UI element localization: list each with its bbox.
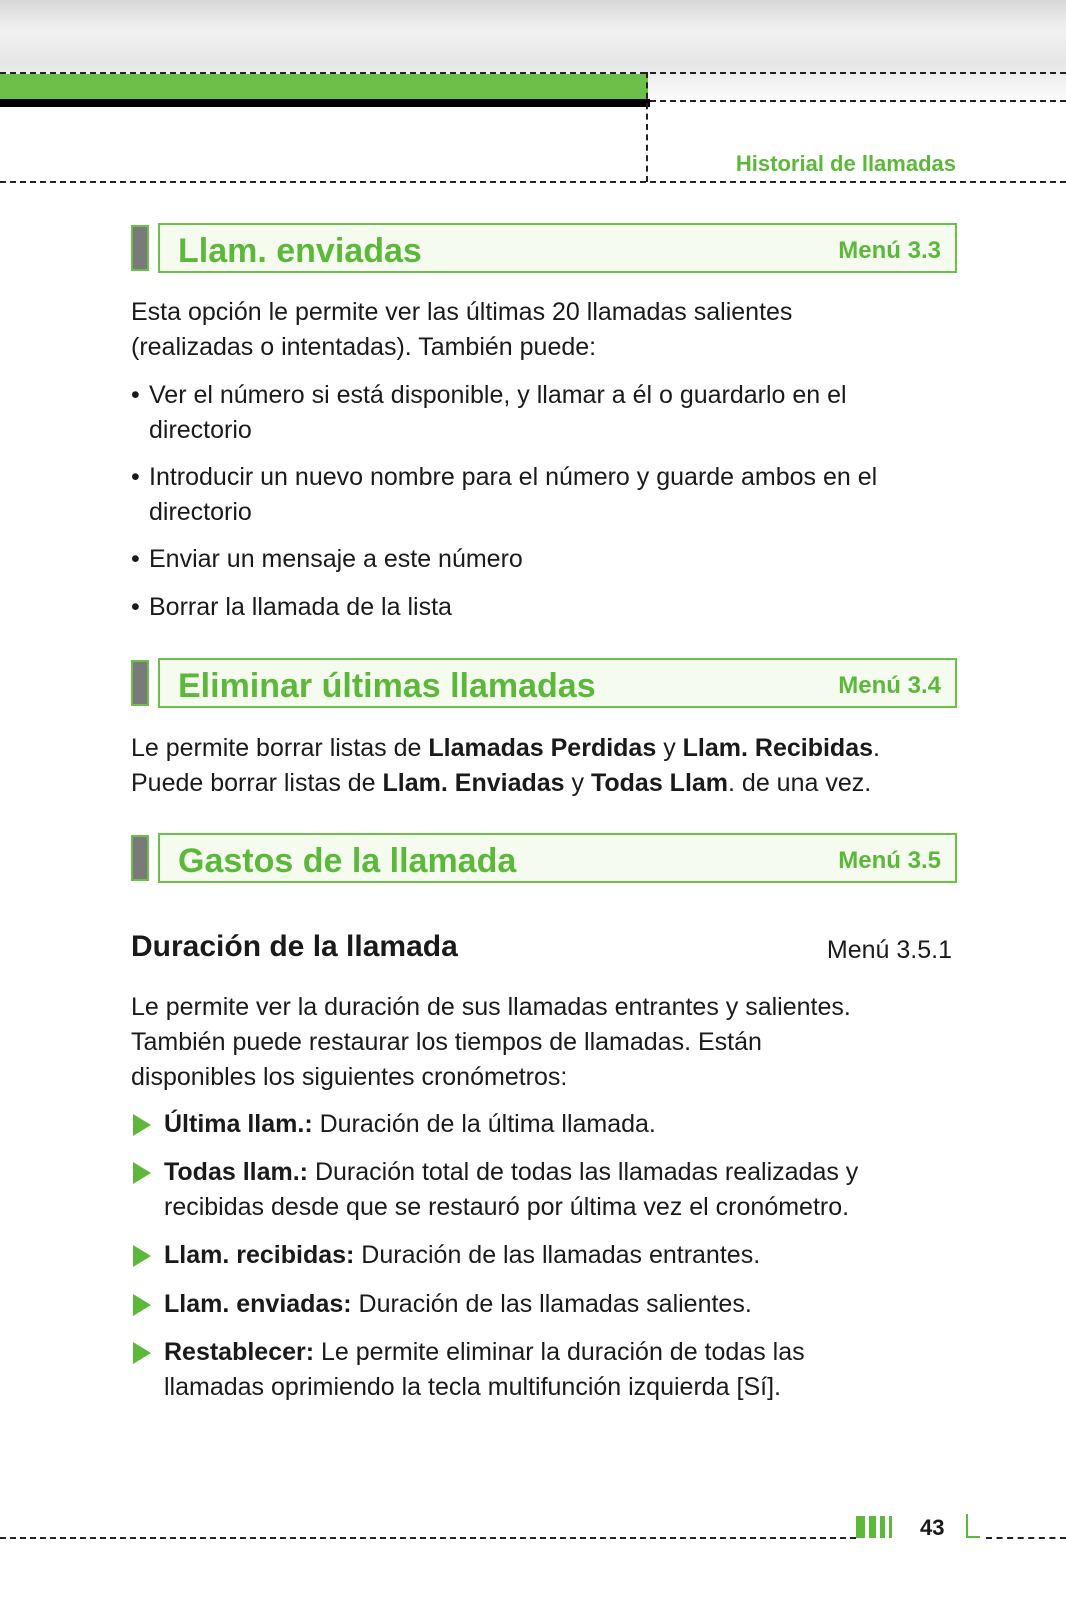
subsection-title: Duración de la llamada (131, 930, 458, 963)
text-line: Borrar la llamada de la lista (149, 593, 452, 621)
section-heading-llam-enviadas (131, 223, 957, 273)
header-black-bar (0, 99, 650, 107)
subsection-menu-number: Menú 3.5.1 (826, 936, 952, 964)
footer-dashed-line-right (986, 1537, 1066, 1539)
section-menu-number: Menú 3.3 (838, 237, 941, 264)
list-item: Todas llam.: Duración total de todas las llamadas realizadas y recibidas desde que se restauró por última vez el cronómetro. (131, 1155, 971, 1225)
text-line: disponibles los siguientes cronómetros: (131, 1063, 568, 1091)
bullet-icon: • (131, 381, 140, 409)
paragraph (131, 295, 971, 365)
paragraph (131, 990, 971, 1095)
text-line: Le permite ver la duración de sus llamadas entrantes y salientes. (131, 993, 851, 1021)
text-line: Esta opción le permite ver las últimas 20 llamadas salientes (131, 298, 793, 326)
header-dashed-line-2 (650, 100, 1066, 102)
bullet-icon: • (131, 545, 140, 573)
heading-marker (131, 835, 149, 881)
bullet-icon: • (131, 463, 140, 491)
section-menu-number: Menú 3.4 (838, 672, 941, 699)
list-item: Llam. enviadas: Duración de las llamadas salientes. (131, 1287, 971, 1322)
header-green-bar (0, 74, 648, 100)
footer-dashed-line (0, 1537, 856, 1539)
section-menu-number: Menú 3.5 (838, 847, 941, 874)
running-header: Historial de llamadas (735, 151, 956, 176)
section-title: Eliminar últimas llamadas (178, 667, 596, 705)
list-item: Última llam.: Duración de la última llamada. (131, 1107, 971, 1142)
list-item: Llam. recibidas: Duración de las llamadas entrantes. (131, 1238, 971, 1273)
text-line: (realizadas o intentadas). También puede: (131, 333, 597, 361)
triangle-bullet-icon (133, 1342, 151, 1364)
triangle-bullet-icon (133, 1294, 151, 1316)
header-bottom-line (0, 181, 1066, 183)
triangle-bullet-icon (133, 1245, 151, 1267)
triangle-bullet-icon (133, 1114, 151, 1136)
heading-box (158, 833, 957, 883)
header-divider (646, 72, 648, 182)
section-title: Gastos de la llamada (178, 842, 517, 880)
text-line: También puede restaurar los tiempos de llamadas. Están (131, 1028, 762, 1056)
heading-box (158, 223, 957, 273)
page-corner-mark (966, 1514, 980, 1538)
heading-box (158, 658, 957, 708)
paragraph: Le permite borrar listas de Llamadas Perdidas y Llam. Recibidas. Puede borrar listas de Llam. Enviadas y Todas Llam. de una vez. (131, 734, 880, 797)
list-item: Restablecer: Le permite eliminar la duración de todas las llamadas oprimiendo la tecla multifunción izquierda [Sí]. (131, 1335, 971, 1405)
text-line: directorio (149, 416, 252, 444)
section-heading-eliminar (131, 658, 957, 708)
text-line: Ver el número si está disponible, y llamar a él o guardarlo en el (149, 381, 847, 409)
list-item (131, 542, 971, 577)
list-item (131, 378, 971, 448)
footer-bars-icon (856, 1516, 900, 1538)
bullet-icon: • (131, 593, 140, 621)
section-title: Llam. enviadas (178, 232, 422, 270)
text-line: Enviar un mensaje a este número (149, 545, 523, 573)
text-line: Introducir un nuevo nombre para el número y guarde ambos en el (149, 463, 878, 491)
section-heading-gastos (131, 833, 957, 883)
text-line: directorio (149, 498, 252, 526)
triangle-bullet-icon (133, 1162, 151, 1184)
heading-marker (131, 660, 149, 706)
list-item (131, 460, 971, 530)
heading-marker (131, 225, 149, 271)
list-item (131, 590, 971, 625)
page-number: 43 (920, 1515, 945, 1540)
